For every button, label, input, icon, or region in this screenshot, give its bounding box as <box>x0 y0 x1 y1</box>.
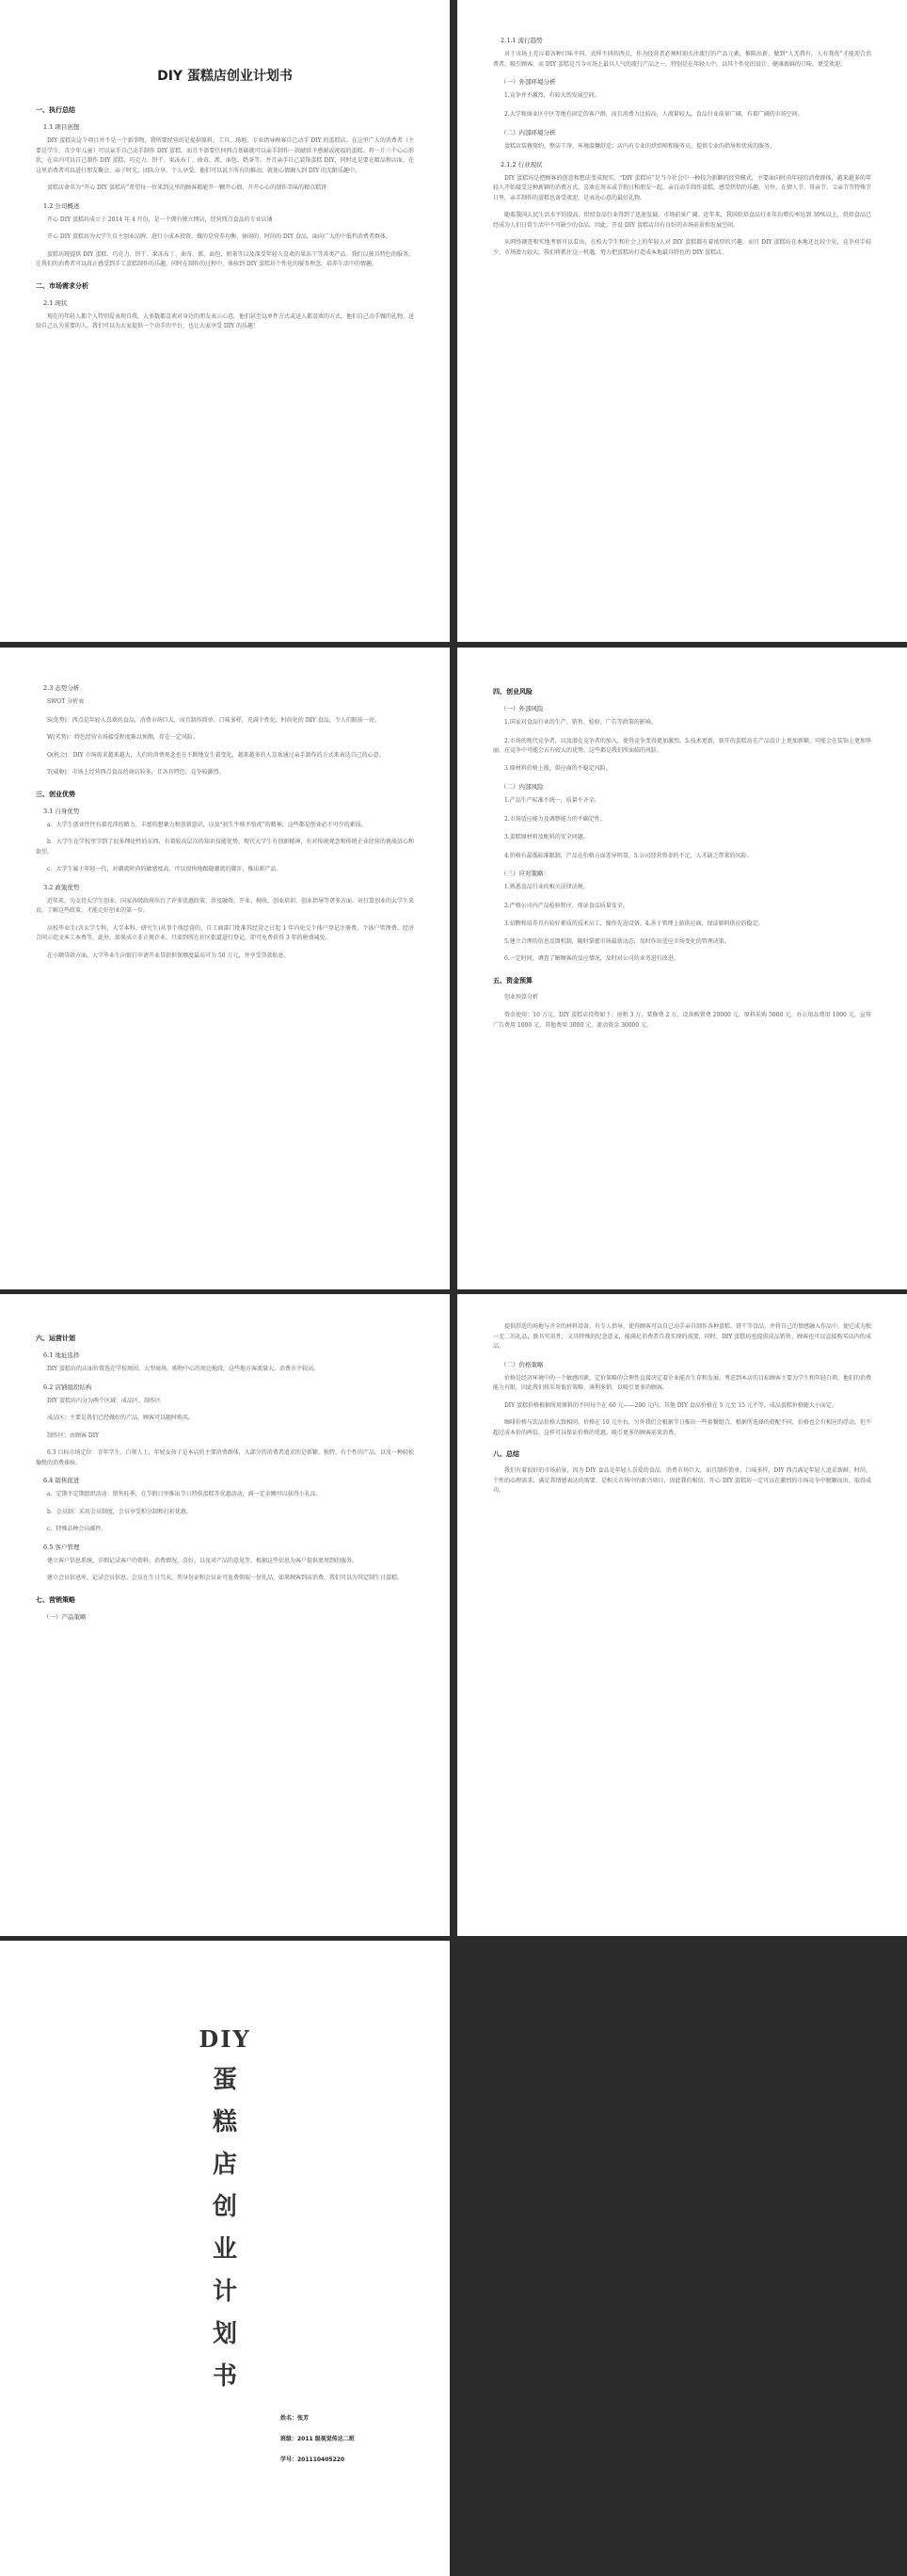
subsection-heading: 6.1 地址选择 <box>43 1352 80 1359</box>
author-name: 姓名：张芳 <box>280 2415 310 2422</box>
paragraph: DIY 蛋糕坊是把顾客的创意和想法变成现实。“DIY 蛋糕坊”是当今社会中一种较为新颖的经营模式，主要面向时尚年轻的消费群体，越来越多的年轻人开始接受这种新颖的消费方式，喜欢在周末或节假日和朋友一起，亲自动手制作蛋糕，感受烘焙的乐趣。另外，在情人节、母亲节、父亲节等特殊节日里，亲手制作的蛋糕也备受欢迎，是表达心意的最好礼物。 <box>493 174 872 201</box>
paragraph: b．会员制：采用会员制度，会员享受积分制和打折优惠。 <box>47 1508 192 1515</box>
paragraph: 6.3 目标市场定位：青年学生、白领人士，年轻女孩子是本店的主要消费群体，大部分的消费者追求的是新颖、独特、有个性的产品，以及一种轻松愉悦的消费体验。 <box>36 1449 414 1466</box>
list-item: 6.一定时间，调查了解顾客的反应情况，及时对公司的业务进行改进。 <box>504 955 679 962</box>
paragraph: 价格是经济环境中的一个敏感因素，定价策略的合理性直接决定着企业能否生存和发展。考虑到本店的目标顾客主要为学生和年轻白领，他们的消费能力有限，因此我们将采用低价策略，薄利多销，以吸引更多的顾客。 <box>493 1374 872 1391</box>
paragraph: 在小额贷款方面，大学毕业生向银行申请开业贷款担保额度最高可为 50 万元，并享受贷款贴息。 <box>47 952 290 959</box>
page-3 <box>0 648 450 1289</box>
paragraph: 咖啡价格与饮品价格大致相同，价格在 10 元左右，另外我们会根据节日推出一些套餐组合，根据所选择的搭配不同，价格也会有相应的浮动，但不超过成本价的两倍，这样可以保证价格的优惠，吸引更多的顾客前来消费。 <box>493 1419 871 1436</box>
paragraph: DIY 蛋糕坊内分为两个区域：成品区、制作区 <box>47 1397 162 1404</box>
section-heading: 五、资金预算 <box>493 976 533 984</box>
subsection-heading: （三）应对策略： <box>501 870 549 877</box>
subsection-heading: （一）产品策略 <box>43 1612 87 1621</box>
subsection-heading: （二）内部风险 <box>501 783 544 791</box>
subsection-heading: （二）内部环境分析 <box>501 129 556 136</box>
list-item: 1.熟悉食品行业的相关法律法规。 <box>504 884 589 890</box>
cover-author-info <box>280 2408 414 2471</box>
subsection-heading: 2.1.2 行业现状 <box>501 160 543 168</box>
subsection-heading: 1.1 项目创想 <box>43 123 80 131</box>
label: 创业预算分析 <box>504 993 539 1000</box>
page-1 <box>0 0 450 642</box>
paragraph: 提供舒适的场地与齐全的材料设备，有专人指导，使得顾客可以自己动手亲自制作各种蛋糕、饼干等食品，并将自己的情感融入作品中，使它成为独一无二的礼品，既具实用性，又具特殊的纪念意义，能满足消费者自我实现的需要，同时，DIY 蛋糕坊也提供成品销售，顾客也可以直接购买店内的成品。 <box>493 1323 872 1350</box>
paragraph: DIY 蛋糕价格根据所用原料的不同每个在 60 元——200 元内，其他 DIY 食品价格在 5 元至 15 元不等，成品蛋糕价格随大小而定。 <box>504 1401 837 1409</box>
cover-title: DIY <box>199 2025 251 2053</box>
paragraph: 建立客户信息系统，详细记录客户的资料、消费情况、喜好，以及对产品的意见等，根据这些信息为客户提供更周到的服务。 <box>47 1557 358 1564</box>
cover-title-char: 书 <box>212 2362 237 2391</box>
subsection-heading: 1.2 公司概述 <box>43 201 80 210</box>
subsection-heading: 3.2 政策优势 <box>43 883 80 891</box>
paragraph: a．定期不定期组织活动：销售旺季，在节假日里推出节日特供蛋糕等优惠活动，满一定金额可以获得小礼品。 <box>47 1491 322 1497</box>
subsection-heading: 6.2 店铺组织结构 <box>43 1383 92 1391</box>
paragraph: W(劣势)：特色经营市场接受程度难以预测，存在一定风险。 <box>47 734 199 741</box>
list-item: 5.建立合理的信息反馈机制，随时掌握市场最新动态，及时作出适应市场变化的管理决策。 <box>504 937 730 945</box>
subsection-heading: （二）价格策略 <box>501 1360 544 1368</box>
cover-title-char: 业 <box>212 2235 237 2264</box>
subsection-heading: 2.1.1 流行趋势 <box>501 37 543 44</box>
section-heading: 一、执行总结 <box>36 106 75 114</box>
list-item: 4.价格有最低标准限制，产品在价格方面差异明显，5.公司经营资金的不足，人才缺乏带来的风险。 <box>504 852 753 859</box>
page-2 <box>457 0 907 642</box>
paragraph: 制作区：由顾客 DIY <box>47 1432 100 1439</box>
paragraph: 现在的年轻人都个人特别爱表现自我，大多数都喜欢对身边的朋友表示心意，他们甚至以单件方式或送人都喜欢的方式，他们自己动手做的礼物，送给自己认为重要的人。我们可以为大家提供一个动手的平台，也让大家享受 DIY 的乐趣！ <box>36 312 415 329</box>
section-heading: 二、市场需求分析 <box>36 281 88 290</box>
subsection-heading: （一）外部环境分析 <box>501 78 556 86</box>
cover-title-char: 创 <box>212 2193 237 2221</box>
section-heading: 七、营销策略 <box>36 1595 75 1604</box>
subsection-heading: 3.1 自身优势 <box>43 807 80 815</box>
section-heading: 四、创业风险 <box>493 688 533 696</box>
paragraph: 成品区：主要是我们已经做好的产品，顾客可以随时购买。 <box>47 1415 195 1421</box>
paragraph: 随着我国人民生活水平的提高，烘焙食品行业得到了迅速发展，市场前景广阔。近年来，我国烘焙食品行业年均增长率达到 30%以上，烘焙食品已经成为人们日常生活中不可缺少的食品。因此，开设 DIY 蛋糕店具有良好的市场前景和发展空间。 <box>493 212 871 229</box>
page-6 <box>457 1294 907 1936</box>
list-item: 1.产品生产标准不统一，质量不齐全。 <box>504 797 600 804</box>
list-item: 2.大学和商业区中区等地有固定的客户群，而且消费力比较高，人流量较大，食品行业前景广阔，有着广阔的市场空间。 <box>504 110 804 118</box>
list-item: 3.招聘和培养具有较好素质的技术员工，操作先进设备。4.善于管理上游供应商，保证原料供应的稳定。 <box>504 920 764 927</box>
paragraph: 开心 DIY 蛋糕坊为大学生自主创业品牌，进行小成本投资，做的是营养均衡、休闲的、时尚的 DIY 食品，面向广大的中低档消费者群体。 <box>47 233 391 240</box>
paragraph: 近年来，为支持大学生创业，国家各级政府出台了许多优惠政策，涉及融资、开业、税收、创业培训、创业指导等诸多方面。对打算创业的大学生来说，了解这些政策，才能走好创业的第一步。 <box>36 897 415 914</box>
subsection-heading: （一）外部风险 <box>501 705 544 712</box>
paragraph: 资金使用：10 万元，DIY 蛋糕店投资如下：房租 3 万，装修费 2 万，设备购置费 20000 元，原料采购 5000 元，办公用品费用 1000 元，宣传广告费用 1000 元，其他费用 3000 元，流动资金 30000 元。 <box>493 1012 871 1029</box>
paragraph: 建立会员信息库，记录会员信息，会员在生日当天，凭身份证和会员证可免费领取一份礼品，如果顾客到店消费，我们可以为其定制生日蛋糕。 <box>47 1575 404 1581</box>
document-title: DIY 蛋糕店创业计划书 <box>157 69 293 84</box>
paragraph: T(威胁)：市场上经营西点食品的商店较多，且各具特色，竞争较激烈。 <box>47 769 225 776</box>
paragraph: 开心 DIY 蛋糕坊成立于 2014 年 4 月份，是一个拥有独立网店，经营西点食品的专业店铺 <box>47 216 273 223</box>
list-item: 2.市场适应能力及调整能力的不确定性。 <box>504 815 606 823</box>
paragraph: 我们有着很好的市场前景，因为 DIY 食品是年轻人喜爱的食品，消费市场巨大，而且制作简单，口味多样，DIY 西点满足年轻人追求新鲜、时尚、个性的心理需求，满足其情感表达的需要，是相关市场中的新兴项目，因此我们相信，开心 DIY 蛋糕坊一定可以在激烈的市场竞争中脱颖而出，取得成功。 <box>493 1467 871 1494</box>
section-heading: 八、总结 <box>493 1450 519 1458</box>
list-item: 3.蛋糕原材料及配料的安全问题。 <box>504 834 589 840</box>
author-class: 班级：2011 级视觉传达二班 <box>280 2436 355 2442</box>
cover-title-char: 糕 <box>212 2108 237 2136</box>
cover-title-char: 店 <box>212 2151 237 2179</box>
section-heading: 六、运营计划 <box>36 1335 75 1342</box>
list-item: 2.市场的现代竞争者，以及潜在竞争者的加入。使得竞争变得更加激烈。5.技术更新，新开的蛋糕坊在产品设计上更加新颖、可能会在装饰上更加华丽，在竞争中可能会占有较大的优势，这些都是我们所面临的风险。 <box>493 737 871 754</box>
subsection-heading: 2.3 态势分析 <box>43 684 80 692</box>
cover-title-char: 计 <box>212 2278 237 2306</box>
paragraph: DIY 蛋糕坊的店面位置选在学校周围、大型商场、购物中心的周边地段，这些地方客流量大，消费水平较高。 <box>47 1366 320 1372</box>
paragraph: c．特殊品种会员邮件。 <box>47 1526 107 1532</box>
paragraph: 蛋糕店装修简约，整洁干净，环境温馨舒适；店内有专业的烘焙师和服务员，提供专业的指导和优质的服务。 <box>504 143 776 150</box>
paragraph: 蛋糕店命名为“开心 DIY 蛋糕坊”希望每一位来到这里的顾客都能开一颗开心情，开开心心的制作美味的精点糕饼 <box>47 184 327 191</box>
author-id: 学号：201110405220 <box>280 2456 345 2463</box>
list-item: 1.竞争并不激烈，有较大的发展空间。 <box>504 92 600 99</box>
paragraph: S(优势)：西点是年轻人喜欢的食品，消费市场巨大，而且制作简单、口味多样，充满个性化，时尚化的 DIY 食品，令人们眼前一亮。 <box>47 716 380 724</box>
paragraph: 高校毕业生(含大学专科、大学本科、研究生)从事个体经营的，自工商部门批准其经营之日起 1 年内免交个体户登记注册费、个体户管理费、经济合同示范文本工本费等，此外，如果成立非正规企业，只需到所在社区街道进行登记，即可免费获得 3 年的税费减免。 <box>36 924 414 941</box>
paragraph: O(机会)：DIY 市场需求越来越大，人们的消费观念也在不断地发生着变化，越来越多的人喜欢通过亲手制作的方式来表达自己的心意。 <box>47 751 385 759</box>
list-item: 1.国家对食品行业的生产、销售、检验、广告等政策的影响。 <box>504 719 657 726</box>
paragraph: 从网络调查和实地考察可以看出，在校大学生和社会上的年轻人对 DIY 蛋糕都有着浓厚的兴趣，而且 DIY 蛋糕坊在本地还比较少见，竞争对手较少，市场潜力较大。我们将抓住这一机遇，努力把蛋糕坊打造成本地最具特色的 DIY 蛋糕店。 <box>493 239 871 256</box>
list-item: 2.严格公司内产品检验程序，保证食品质量安全。 <box>504 902 629 909</box>
page-5 <box>0 1294 450 1936</box>
paragraph: b．大学生在学校里学到了很多理论性的东西，有着较高层次的知识技能优势，现代大学生有创新精神，有对传统观念和传统企业经营的挑战信心和欲望。 <box>36 839 414 856</box>
subsection-heading: 2.1 现状 <box>43 298 68 307</box>
cover-page <box>0 1941 450 2576</box>
section-heading: 三、创业优势 <box>36 790 75 798</box>
paragraph: 蛋糕坊现提供 DIY 蛋糕、巧克力、饼干、果冻布丁、曲奇、派、面包、奶茶等以及深受年轻人喜欢的果冻干等各类产品。我们以独具特色的服务，让我们的消费者可以真正感受到手工蛋糕制作的乐趣，同时在制作的过程中，体验到 DIY 蛋糕坊个性化的服务理念，培养生活中的情趣。 <box>36 250 414 267</box>
page-4 <box>457 648 907 1289</box>
paragraph: c．大学生属于年轻一代，对潮流时尚的敏感度高，可以很快地跟随潮流的脚步，推出新产品。 <box>47 866 282 872</box>
paragraph: a．大学生创业往往有着充沛的精力、丰富的想象力和创新意识，以及“初生牛犊不怕虎”的精神，这些都是创业必不可少的素质。 <box>47 821 367 828</box>
cover-title-char: 蛋 <box>212 2066 237 2094</box>
subsection-heading: 6.4 销售促进 <box>43 1477 80 1484</box>
label: SWOT 分析表 <box>47 698 85 705</box>
cover-title-char: 划 <box>212 2320 237 2348</box>
list-item: 3.原材料价格上涨，供应商的不稳定风险。 <box>504 764 612 772</box>
subsection-heading: 6.5 客户管理 <box>43 1543 80 1551</box>
paragraph: 对于市场上充斥着各种口味不同、式样不同的西点，作为经营者必须时刻关注流行的产品元素，推陈出新，做到“人无我有，人有我优”才能迎合消费者，吸引顾客，而 DIY 蛋糕是当今市场上最具人气的流行产品之一，特别是在年轻人中，以其个性化的设计、健康新鲜的口味，更受欢迎。 <box>493 51 871 68</box>
paragraph: DIY 蛋糕店这个项目并不是一个新事物，我所要经营的是提供原料、工具、场地、专业指导顾客自己动手 DIY 的蛋糕店。在这里广大的消费者（主要是学生、青少年儿童）可以亲手自己动手制作 DIY 蛋糕，而且不需要任何西点基础就可以亲手制作一款献给予感谢或祝福的蛋糕。将一片三个心心形状，在店内可以自己制作 DIY 蛋糕、巧克力、饼干、果冻布丁、曲奇、派、面包、奶茶等。并且亲手自己装饰蛋糕 DIY，同时还是要在精品和店面，在这里消费者可以进行朋友聚会、亲子时光，团队分享，个人享受。他们可以说下所有的推动，就使心情融入到 DIY 的无限乐趣中。 <box>36 137 414 174</box>
